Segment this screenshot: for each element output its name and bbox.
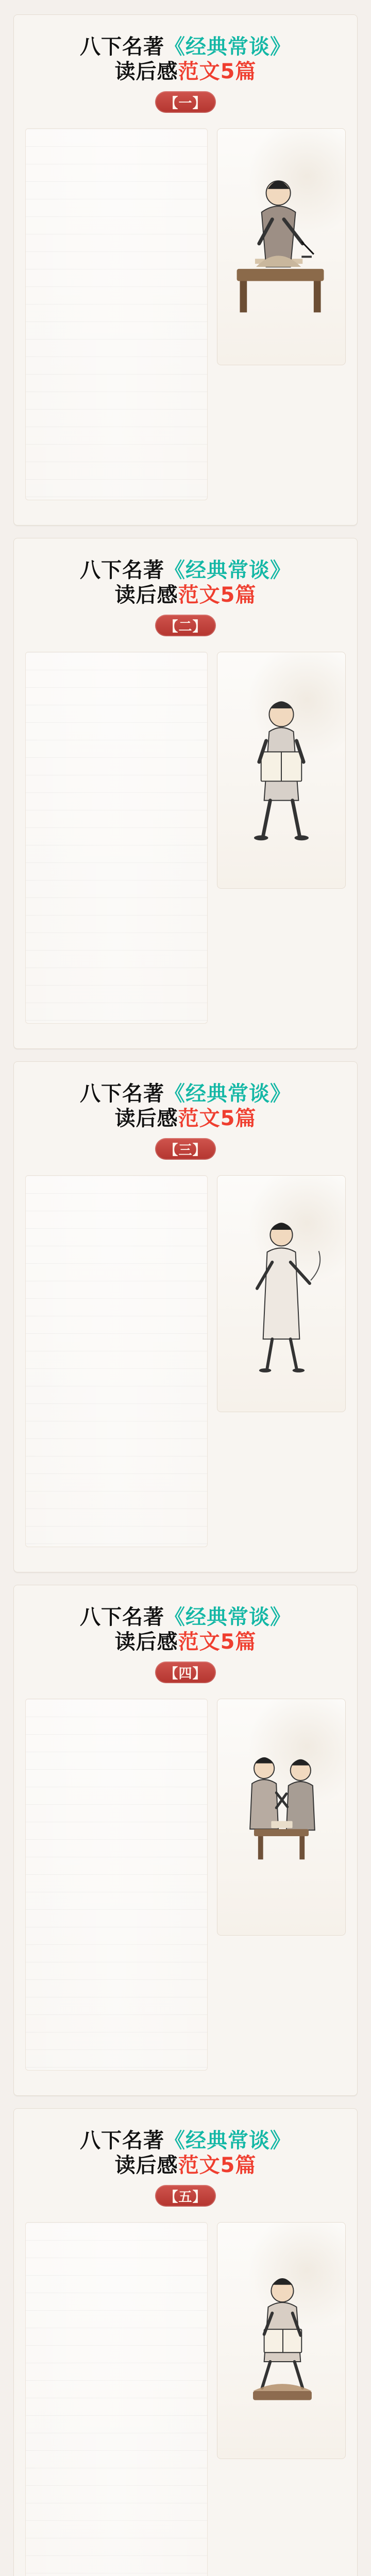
section-header-4 <box>14 1585 357 1692</box>
section-number-wrap-2 <box>25 615 346 636</box>
essay-section-5 <box>13 2108 358 2576</box>
scholars-seated-illustration <box>217 1699 346 1936</box>
section-number-5: 【五】 <box>155 2185 215 2207</box>
scholar-writing-illustration <box>217 128 346 365</box>
section-number-4: 【四】 <box>155 1662 215 1683</box>
section-content-4 <box>14 1692 357 2084</box>
section-title-book-1: 《经典常谈》 <box>164 35 291 59</box>
section-title-1 <box>25 35 346 84</box>
section-title-2 <box>25 558 346 607</box>
section-title-prefix-3: 八下名著 <box>80 1082 164 1106</box>
essay-section-4 <box>13 1585 358 2096</box>
section-title-3 <box>25 1081 346 1131</box>
section-number-wrap-3 <box>25 1138 346 1160</box>
scholar-standing-icon <box>226 1202 337 1384</box>
section-title-middle-3: 读后感 <box>114 1107 178 1130</box>
section-header-2 <box>14 538 357 646</box>
section-content-5 <box>14 2216 357 2576</box>
section-text-area-4 <box>25 1699 208 2071</box>
section-number-wrap-4 <box>25 1662 346 1683</box>
scholar-reading-icon <box>226 679 337 861</box>
section-header-3 <box>14 1062 357 1169</box>
section-title-suffix-4: 范文5篇 <box>178 1630 257 1654</box>
section-title-middle-2: 读后感 <box>114 583 178 607</box>
section-header-1 <box>14 15 357 122</box>
section-content-3 <box>14 1169 357 1561</box>
scholar-writing-icon <box>226 156 337 337</box>
section-text-area-2 <box>25 652 208 1024</box>
section-title-4 <box>25 1605 346 1654</box>
section-title-middle-5: 读后感 <box>114 2154 178 2177</box>
essay-section-2 <box>13 538 358 1049</box>
section-title-book-3: 《经典常谈》 <box>164 1082 291 1106</box>
section-title-suffix-3: 范文5篇 <box>178 1107 257 1130</box>
section-title-5 <box>25 2128 346 2178</box>
section-title-middle-4: 读后感 <box>114 1630 178 1654</box>
scholar-reading-illustration <box>217 652 346 889</box>
section-content-2 <box>14 646 357 1037</box>
section-text-area-5 <box>25 2222 208 2576</box>
section-number-2: 【二】 <box>155 615 215 636</box>
section-header-5 <box>14 2109 357 2216</box>
section-title-middle-1: 读后感 <box>114 60 178 83</box>
section-number-wrap-5 <box>25 2185 346 2207</box>
section-content-1 <box>14 122 357 514</box>
scholar-standing-illustration <box>217 1175 346 1412</box>
essay-section-3 <box>13 1061 358 1572</box>
section-title-suffix-5: 范文5篇 <box>178 2154 257 2177</box>
section-title-prefix-5: 八下名著 <box>80 2129 164 2153</box>
section-title-prefix-1: 八下名著 <box>80 35 164 59</box>
scholar-reading-seated-illustration <box>217 2222 346 2459</box>
scholars-seated-icon <box>226 1726 337 1908</box>
section-number-3: 【三】 <box>155 1138 215 1160</box>
section-title-book-4: 《经典常谈》 <box>164 1605 291 1629</box>
section-text-area-1 <box>25 128 208 500</box>
section-title-suffix-2: 范文5篇 <box>178 583 257 607</box>
section-text-area-3 <box>25 1175 208 1547</box>
section-title-prefix-4: 八下名著 <box>80 1605 164 1629</box>
scholar-reading-seated-icon <box>226 2249 337 2431</box>
essay-section-1 <box>13 14 358 526</box>
section-title-book-5: 《经典常谈》 <box>164 2129 291 2153</box>
section-title-book-2: 《经典常谈》 <box>164 558 291 582</box>
section-title-prefix-2: 八下名著 <box>80 558 164 582</box>
section-number-1: 【一】 <box>155 91 215 113</box>
section-title-suffix-1: 范文5篇 <box>178 60 257 83</box>
section-number-wrap-1 <box>25 91 346 113</box>
